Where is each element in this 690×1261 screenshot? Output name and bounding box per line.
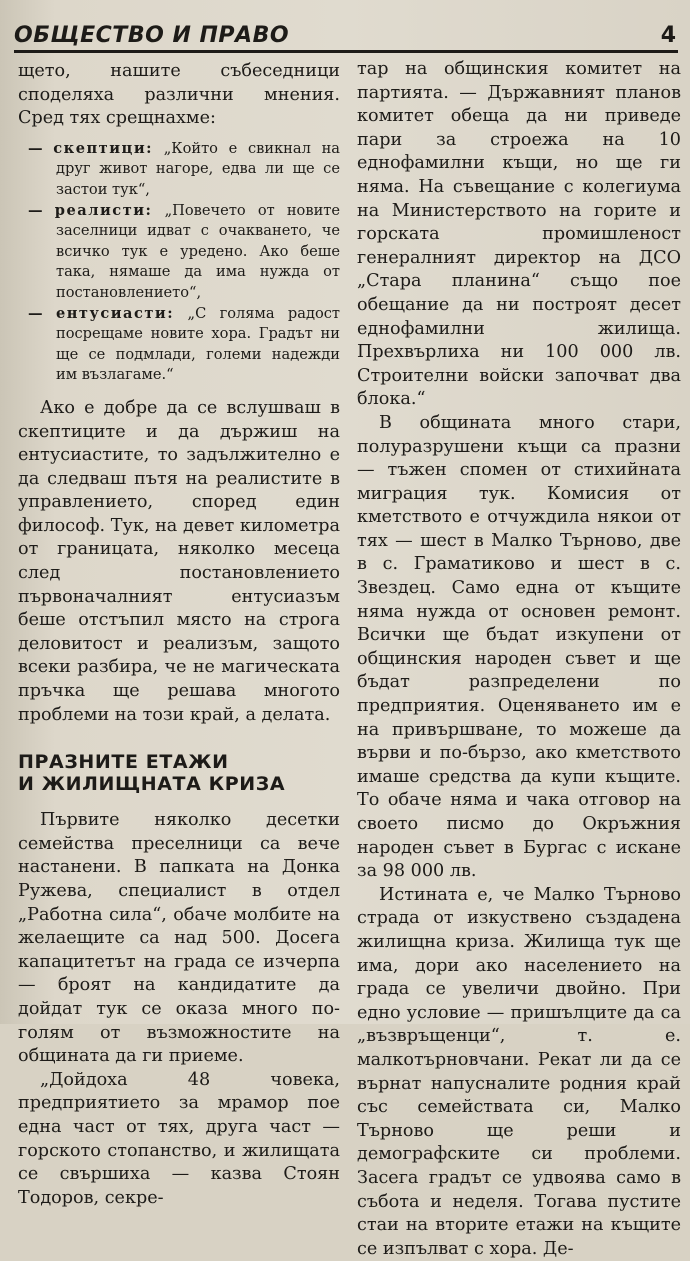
opinions-list	[18, 139, 340, 386]
opinion-kind: скептици:	[53, 139, 154, 157]
body-paragraph: Истината е, че Малко Търново страда от изкуствено създадена жилищна криза. Жилища тук ще има, дори ако населението на града се увеличи двойно. При едно условие — пришълците да са „възвръщенци“, т. е. малкотърновчани. Рекат ли да се върнат напусналите родния край със семействата си, Малко Търново ще реши и демографските си проблеми. Засега градът се удвоява само в събота и неделя. Тогава пустите стаи на вторите етажи на къщите се изпълват с хора. Де-	[357, 884, 681, 1259]
list-dash: —	[28, 304, 43, 322]
opinion-kind: реалисти:	[54, 201, 153, 219]
intro-paragraph: щето, нашите събеседници споделяха различни мнения. Сред тях срещнахме:	[18, 61, 340, 129]
list-dash: —	[28, 139, 43, 157]
opinion-kind: ентусиасти:	[55, 304, 175, 322]
body-paragraph: Ако е добре да се вслушваш в скептиците и да държиш на ентусиастите, то задължително е да следваш пътя на реалистите в управлението, според един философ. Тук, на девет километра от границата, няколко месеца след постановлението първоначалният ентусиазъм беше отстъпил място на строга деловитост и реализъм, защото всеки разбира, че не магическата пръчка ще решава многото проблеми на този край, а делата.	[18, 397, 340, 725]
page-header	[14, 10, 678, 53]
page-number: 4	[660, 23, 676, 48]
right-column	[357, 58, 681, 1261]
list-dash: —	[28, 201, 43, 219]
opinion-enthusiasts	[18, 304, 340, 386]
body-paragraph: „Дойдоха 48 човека, предприятието за мрамор пое една част от тях, друга част — горското стопанство, и жилищата се свършиха — казва Стоян Тодоров, секре-	[18, 1069, 340, 1208]
body-paragraph: Първите няколко десетки семейства преселници са вече настанени. В папката на Донка Ружева, специалист в отдел „Работна сила“, обаче молбите на желаещите са над 500. Досега капацитетът на града се изчерпа — броят на кандидатите да дойдат тук се оказа много по-голям от възможностите на общината да ги приеме.	[18, 810, 340, 1067]
opinion-text: „Повечето от новите заселници идват с очакването, че всичко тук е уредено. Ако беше така, нямаше да има нужда от постановлението“,	[56, 201, 341, 301]
body-paragraph: тар на общинския комитет на партията. — Държавният планов комитет обеща да ни приведе пари за строежа на 10 еднофамилни къщи, но ще ги няма. На съвещание с колегиума на Министерството на горите и горската промишленост генералният директор на ДСО „Стара планина“ също пое обещание да ни построят десет еднофамилни жилища. Прехвърлиха ни 100 000 лв. Строителни войски започват два блока.“	[357, 59, 681, 410]
opinion-realists	[18, 201, 340, 304]
subheading-line: ПРАЗНИТЕ ЕТАЖИ	[18, 751, 229, 774]
section-title: ОБЩЕСТВО И ПРАВО	[14, 23, 290, 48]
opinion-text: „С голяма радост посрещаме новите хора. Градът ни ще се подмлади, големи надежди им възлагаме.“	[56, 304, 340, 384]
subheading-line: И ЖИЛИЩНАТА КРИЗА	[18, 773, 286, 796]
body-paragraph: В общината много стари, полуразрушени къщи са празни — тъжен спомен от стихийната миграция тук. Комисия от кметството е отчуждила някои от тях — шест в Малко Търново, две в с. Граматиково и шест в с. Звездец. Само една от къщите няма нужда от основен ремонт. Всички ще бъдат изкупени от общинския народен съвет и ще бъдат разпределени по предприятия. Оценяването им е на привършване, то можеше да върви и по-бързо, ако кметството имаше средства да купи къщите. То обаче няма и чака отговор на своето писмо до Окръжния народен съвет в Бургас с искане за 98 000 лв.	[357, 412, 681, 882]
subheading	[18, 751, 340, 795]
opinion-text: „Който е свикнал на друг живот нагоре, едва ли ще се застои тук“,	[56, 139, 340, 198]
opinion-skeptics	[18, 139, 340, 201]
left-column	[18, 60, 340, 1210]
